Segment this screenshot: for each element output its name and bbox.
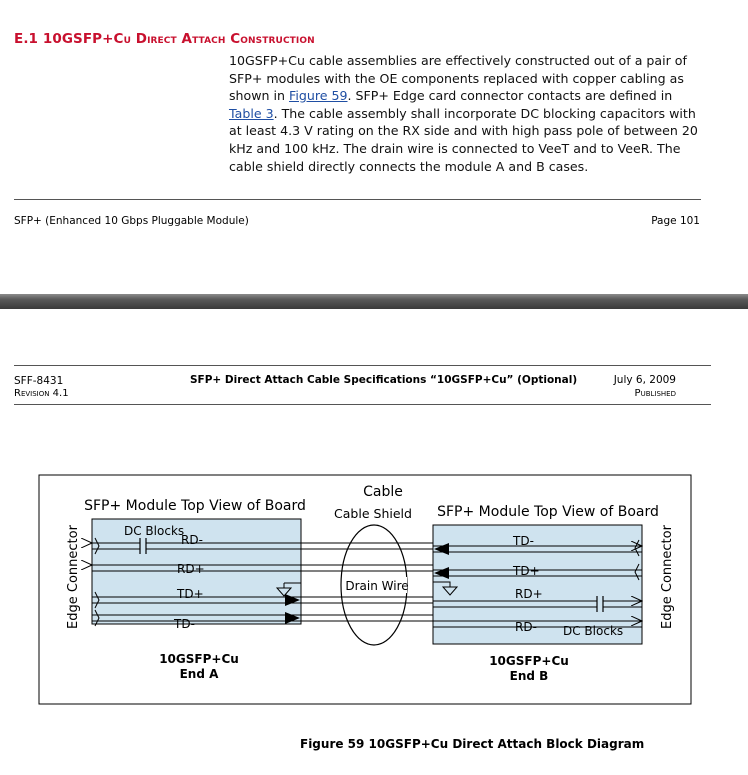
paragraph-text-3: . The cable assembly shall incorporate DC blocking capacitors with at least 4.3 V rating on the RX side and with high pass pole of between 20 kHz and 100 kHz. The drain wire is connected to VeeT and to VeeR. The cable shield directly connects the module A and B cases. xyxy=(229,105,698,174)
module-b-title: SFP+ Module Top View of Board xyxy=(437,504,659,520)
block-diagram xyxy=(0,460,748,730)
section-heading: E.1 10GSFP+Cu Direct Attach Construction xyxy=(14,31,315,47)
footer-doc-title: SFP+ (Enhanced 10 Gbps Pluggable Module) xyxy=(14,215,249,227)
cable-shield-label: Cable Shield xyxy=(334,506,412,521)
drain-wire-label: Drain Wire xyxy=(345,579,409,593)
edge-connector-label-a: Edge Connector xyxy=(66,525,81,629)
paragraph-text-1: 10GSFP+Cu cable assemblies are effectively constructed out of a pair of SFP+ modules with the OE components replaced with copper cabling as shown in xyxy=(229,53,687,104)
footer-page-number: Page 101 xyxy=(651,215,700,227)
module-b-dc-blocks-label: DC Blocks xyxy=(563,624,624,638)
paragraph-text-2: . SFP+ Edge card connector contacts are defined in xyxy=(347,88,673,104)
module-b-end-label: End B xyxy=(509,669,549,683)
module-a-signal-td-minus: TD- xyxy=(174,617,195,631)
module-a-signal-rd-minus: RD- xyxy=(181,533,203,547)
module-a-end-label: End A xyxy=(179,667,219,681)
module-b-signal-td-plus: TD+ xyxy=(513,564,540,578)
module-a-signal-td-plus: TD+ xyxy=(177,587,204,601)
cable-title: Cable xyxy=(363,484,403,500)
header-status: Published xyxy=(634,388,676,399)
figure-59-link[interactable]: Figure 59 xyxy=(289,88,348,104)
header-rule-bottom xyxy=(14,404,711,405)
header-title: SFP+ Direct Attach Cable Specifications “10GSFP+Cu” (Optional) xyxy=(190,374,578,386)
module-b-signal-rd-plus: RD+ xyxy=(515,587,543,601)
figure-caption: Figure 59 10GSFP+Cu Direct Attach Block Diagram xyxy=(300,737,645,751)
edge-connector-label-b: Edge Connector xyxy=(660,525,675,629)
page-break-bar xyxy=(0,294,748,309)
body-paragraph xyxy=(229,52,704,175)
header-date: July 6, 2009 xyxy=(613,374,676,386)
module-a-title: SFP+ Module Top View of Board xyxy=(84,498,306,514)
table-3-link[interactable]: Table 3 xyxy=(229,105,274,121)
module-a-dc-blocks-label: DC Blocks xyxy=(124,524,185,538)
header-doc-id: SFF-8431 xyxy=(14,375,64,387)
header-revision: Revision 4.1 xyxy=(14,388,69,399)
module-b-signal-td-minus: TD- xyxy=(513,534,534,548)
module-b-signal-rd-minus: RD- xyxy=(515,620,537,634)
header-rule-top xyxy=(14,365,711,366)
footer-rule xyxy=(14,199,701,200)
module-a-name: 10GSFP+Cu xyxy=(159,652,239,666)
module-b-name: 10GSFP+Cu xyxy=(489,654,569,668)
module-a-signal-rd-plus: RD+ xyxy=(177,562,205,576)
